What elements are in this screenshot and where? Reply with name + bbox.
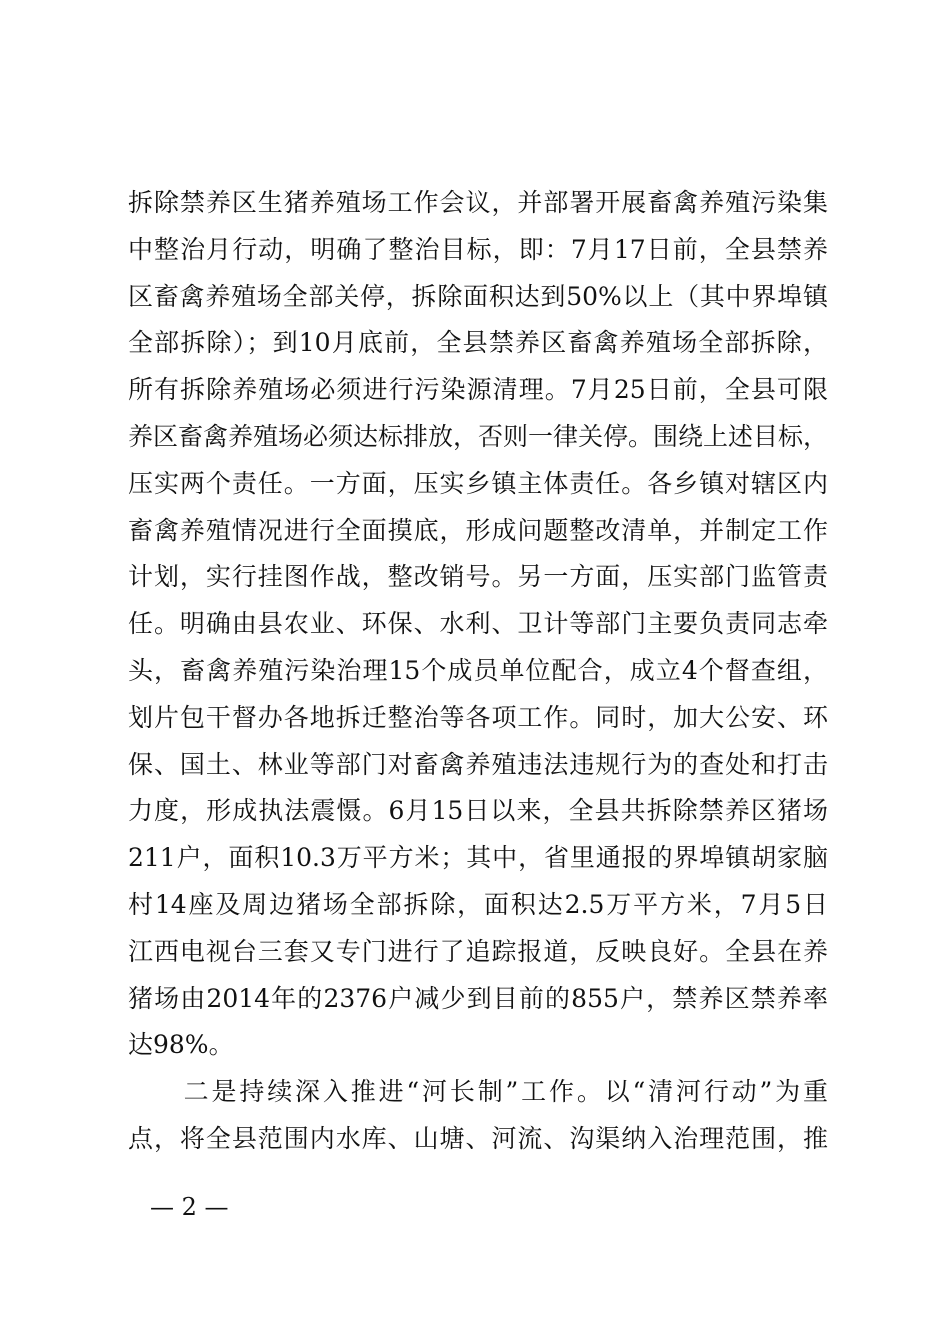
text-line: 压实两个责任。一方面，压实乡镇主体责任。各乡镇对辖区内 — [128, 468, 828, 498]
text-line: 村14座及周边猪场全部拆除，面积达2.5万平方米，7月5日 — [128, 889, 828, 919]
text-line: 畜禽养殖情况进行全面摸底，形成问题整改清单，并制定工作 — [128, 515, 828, 545]
text-line: 保、国土、林业等部门对畜禽养殖违法违规行为的查处和打击 — [128, 749, 828, 779]
text-line: 所有拆除养殖场必须进行污染源清理。7月25日前，全县可限 — [128, 375, 828, 405]
text-line: 达98%。 — [128, 1030, 234, 1060]
text-line: 拆除禁养区生猪养殖场工作会议，并部署开展畜禽养殖污染集 — [128, 188, 828, 217]
text-line: 养区畜禽养殖场必须达标排放，否则一律关停。围绕上述目标， — [128, 421, 829, 451]
text-line: 区畜禽养殖场全部关停，拆除面积达到50%以上（其中界埠镇 — [128, 281, 828, 311]
text-line: 江西电视台三套又专门进行了追踪报道，反映良好。全县在养 — [128, 936, 828, 966]
text-line: 力度，形成执法震慑。6月15日以来，全县共拆除禁养区猪场 — [128, 796, 828, 826]
body-text — [128, 180, 828, 1163]
text-line: 点，将全县范围内水库、山塘、河流、沟渠纳入治理范围，推 — [128, 1123, 828, 1153]
text-line: 划片包干督办各地拆迁整治等各项工作。同时，加大公安、环 — [128, 702, 828, 732]
text-line: 猪场由2014年的2376户减少到目前的855户，禁养区禁养率 — [128, 983, 828, 1013]
text-line: 二是持续深入推进“河长制”工作。以“清河行动”为重 — [128, 1077, 828, 1107]
page-number: — 2 — — [150, 1193, 229, 1221]
text-line: 中整治月行动，明确了整治目标，即：7月17日前，全县禁养 — [128, 234, 828, 264]
text-line: 211户，面积10.3万平方米；其中，省里通报的界埠镇胡家脑 — [128, 843, 828, 873]
text-line: 头，畜禽养殖污染治理15个成员单位配合，成立4个督查组， — [128, 655, 828, 685]
text-line: 全部拆除）；到10月底前，全县禁养区畜禽养殖场全部拆除， — [128, 328, 828, 358]
text-line: 任。明确由县农业、环保、水利、卫计等部门主要负责同志牵 — [128, 609, 828, 639]
text-line: 计划，实行挂图作战，整改销号。另一方面，压实部门监管责 — [128, 562, 828, 592]
